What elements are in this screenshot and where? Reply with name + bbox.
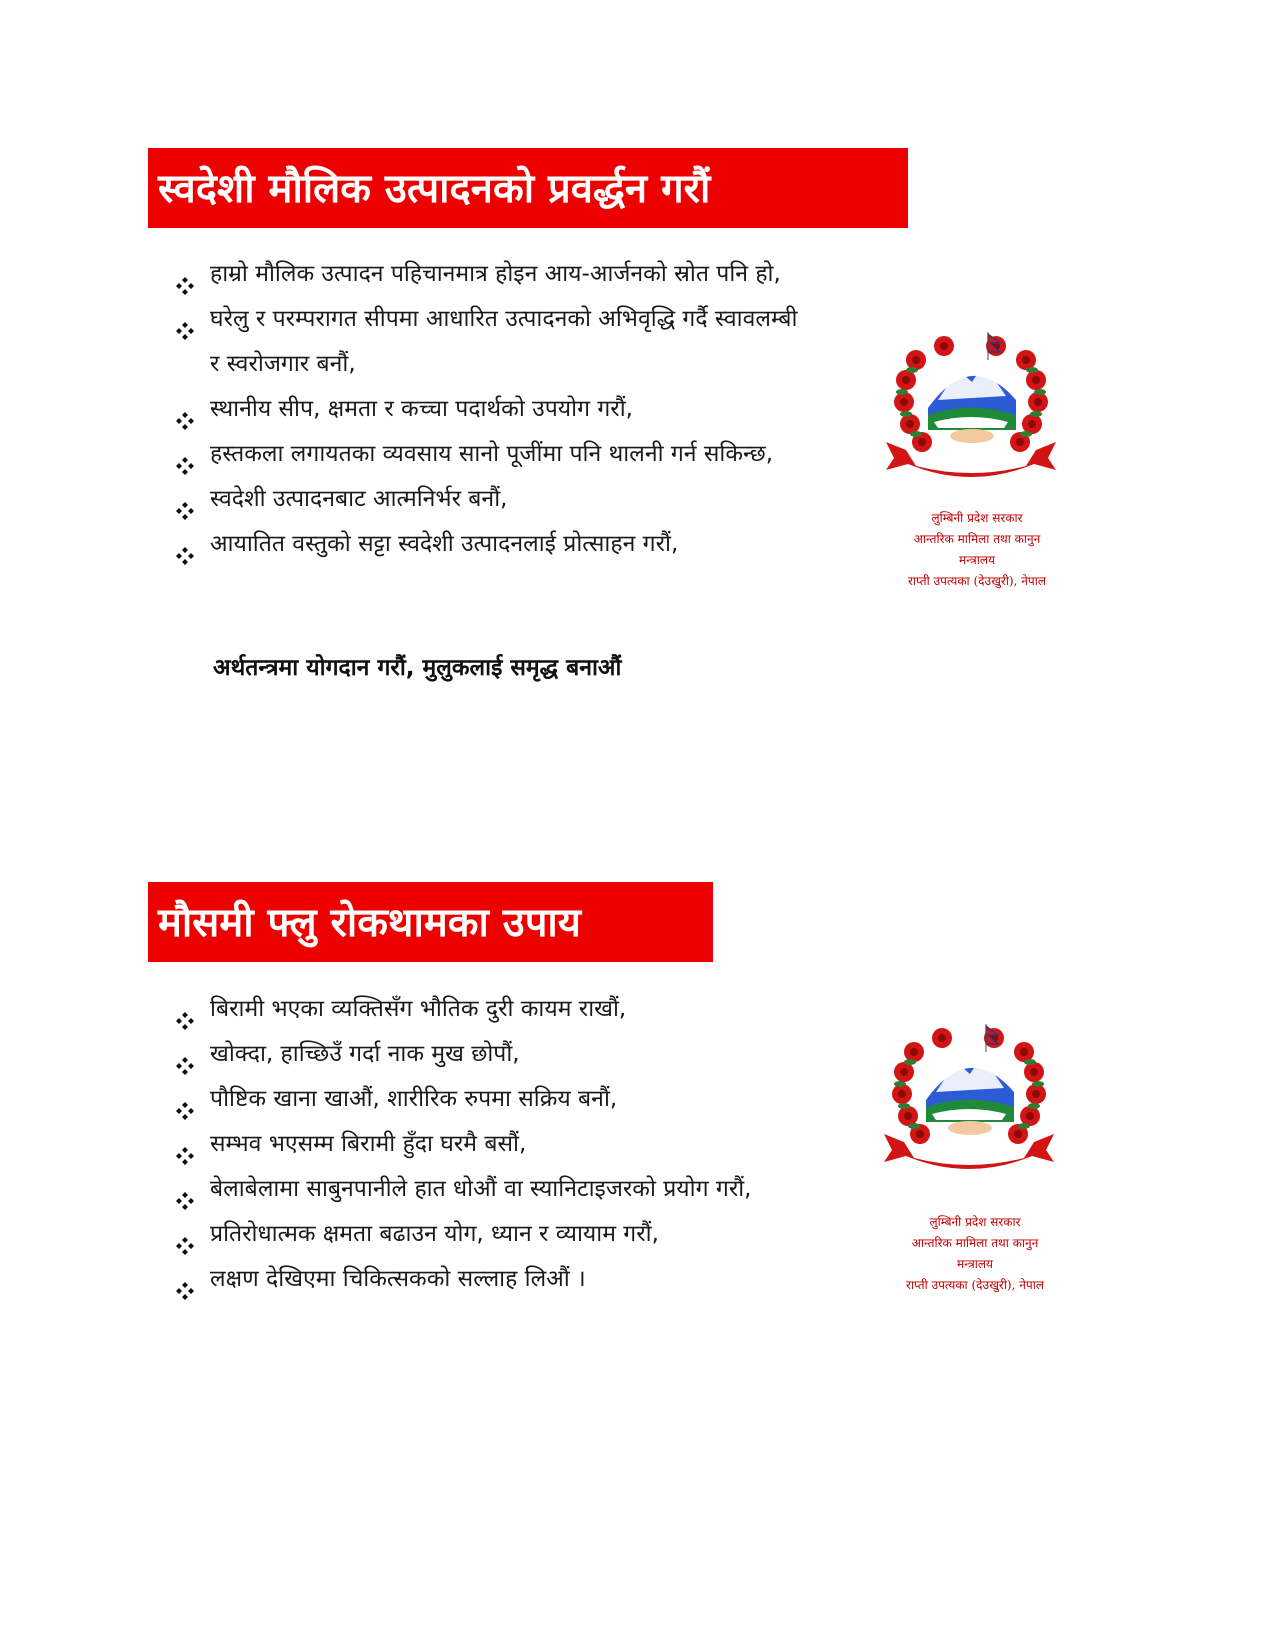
- slogan: अर्थतन्त्रमा योगदान गरौं, मुलुकलाई समृद्ध बनाऔं: [213, 655, 622, 681]
- diamond-bullet-icon: [176, 446, 194, 464]
- diamond-bullet-icon: [176, 1046, 194, 1064]
- diamond-bullet-icon: [176, 1226, 194, 1244]
- bullet-list: [176, 252, 916, 567]
- bullet-list: [176, 987, 876, 1302]
- diamond-bullet-icon: [176, 536, 194, 554]
- poster-title: स्वदेशी मौलिक उत्पादनको प्रवर्द्धन गरौं: [148, 148, 908, 228]
- list-item: लक्षण देखिएमा चिकित्सकको सल्लाह लिऔं ।: [176, 1257, 876, 1302]
- diamond-bullet-icon: [176, 266, 194, 284]
- list-item: खोक्दा, हाच्छिउँ गर्दा नाक मुख छोपौं,: [176, 1032, 876, 1077]
- list-item: प्रतिरोधात्मक क्षमता बढाउन योग, ध्यान र व्यायाम गरौं,: [176, 1212, 876, 1257]
- list-item: आयातित वस्तुको सट्टा स्वदेशी उत्पादनलाई प्रोत्साहन गरौं,: [176, 522, 916, 567]
- list-item: हस्तकला लगायतका व्यवसाय सानो पूजींमा पनि थालनी गर्न सकिन्छ,: [176, 432, 916, 477]
- ministry-address: लुम्बिनी प्रदेश सरकार आन्तरिक मामिला तथा कानुन मन्त्रालय राप्ती उपत्यका (देउखुरी), नेपाल: [906, 1215, 1044, 1292]
- list-item: बिरामी भएका व्यक्तिसँग भौतिक दुरी कायम राखौं,: [176, 987, 876, 1032]
- diamond-bullet-icon: [176, 1271, 194, 1289]
- ministry-address: लुम्बिनी प्रदेश सरकार आन्तरिक मामिला तथा कानुन मन्त्रालय राप्ती उपत्यका (देउखुरी), नेपाल: [908, 511, 1046, 588]
- list-item: घरेलु र परम्परागत सीपमा आधारित उत्पादनको अभिवृद्धि गर्दै स्वावलम्बी र स्वरोजगार बनौं,: [176, 297, 916, 387]
- list-item: स्थानीय सीप, क्षमता र कच्चा पदार्थको उपयोग गरौं,: [176, 387, 916, 432]
- list-item: सम्भव भएसम्म बिरामी हुँदा घरमै बसौं,: [176, 1122, 876, 1167]
- list-item: पौष्टिक खाना खाऔं, शारीरिक रुपमा सक्रिय बनौं,: [176, 1077, 876, 1122]
- diamond-bullet-icon: [176, 1091, 194, 1109]
- list-item: हाम्रो मौलिक उत्पादन पहिचानमात्र होइन आय-आर्जनको स्रोत पनि हो,: [176, 252, 916, 297]
- diamond-bullet-icon: [176, 1136, 194, 1154]
- list-item: स्वदेशी उत्पादनबाट आत्मनिर्भर बनौं,: [176, 477, 916, 522]
- diamond-bullet-icon: [176, 491, 194, 509]
- diamond-bullet-icon: [176, 311, 194, 329]
- nepal-emblem-icon: [874, 1022, 1064, 1172]
- diamond-bullet-icon: [176, 401, 194, 419]
- nepal-emblem-icon: [876, 330, 1066, 480]
- diamond-bullet-icon: [176, 1181, 194, 1199]
- list-item: बेलाबेलामा साबुनपानीले हात धोऔं वा स्यानिटाइजरको प्रयोग गरौं,: [176, 1167, 876, 1212]
- poster-title: मौसमी फ्लु रोकथामका उपाय: [148, 882, 713, 962]
- diamond-bullet-icon: [176, 1001, 194, 1019]
